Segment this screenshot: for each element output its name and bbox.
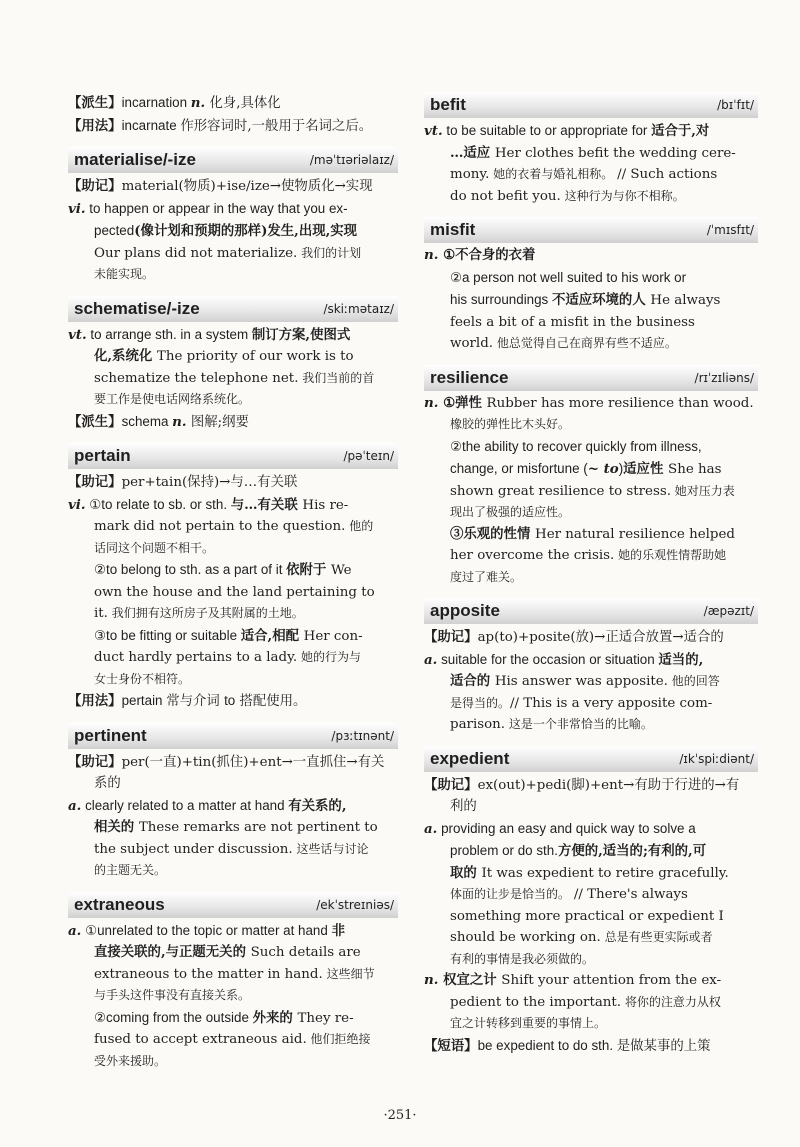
text-line <box>424 414 758 436</box>
text-segment: material(物质)+ise/ize→使物质化→实现 <box>121 179 373 194</box>
text-segment: 相关的 <box>94 819 139 835</box>
text-line <box>68 647 398 669</box>
text-segment: 这些话与讨论 <box>292 841 369 856</box>
text-segment: incarnate <box>121 117 181 133</box>
headword: apposite <box>430 601 500 620</box>
text-segment: 他的回答 <box>667 674 720 688</box>
text-line <box>424 481 758 503</box>
text-line <box>68 942 398 964</box>
entry-header <box>424 746 758 772</box>
text-line <box>424 289 758 312</box>
text-segment: 【助记】 <box>424 629 478 644</box>
text-segment: 搭配使用。 <box>235 694 307 709</box>
text-segment: 她的行为与 <box>297 650 361 664</box>
text-line <box>68 220 398 243</box>
text-line <box>68 368 398 390</box>
text-segment: 适应性 <box>623 461 669 477</box>
text-segment: to <box>224 693 236 708</box>
text-line <box>424 267 758 290</box>
text-segment: ap(to)+posite(放)→正适合放置→适合的 <box>477 630 724 645</box>
headword: schematise/-ize <box>74 298 200 318</box>
text-segment: her overcome the crisis. <box>450 548 615 563</box>
text-segment: 适合,相配 <box>240 627 304 644</box>
text-segment: 【助记】 <box>424 776 478 792</box>
text-line <box>424 393 758 415</box>
text-segment: They re- <box>297 1010 354 1026</box>
text-line <box>68 494 398 517</box>
text-segment: ) <box>618 461 624 476</box>
text-line <box>68 264 398 286</box>
text-segment: his surroundings <box>450 292 552 307</box>
text-segment: 常与介词 <box>166 694 225 709</box>
text-line <box>424 626 758 649</box>
text-segment: ①unrelated to the topic or matter at hand <box>81 922 332 938</box>
text-line <box>68 603 398 625</box>
text-segment: the subject under discussion. <box>94 841 293 857</box>
text-segment: per+tain(保持)→与…有关联 <box>121 475 298 490</box>
text-segment: // Such actions <box>617 167 718 182</box>
pronunciation: /pɜːtɪnənt/ <box>331 728 394 743</box>
text-segment: ①to relate to sb. or sth. <box>85 496 231 512</box>
text-segment: own the house and the land pertaining to <box>94 584 375 600</box>
text-line <box>68 964 398 986</box>
text-line <box>424 906 758 928</box>
text-segment: incarnation <box>121 95 191 110</box>
text-segment: Such details are <box>250 945 361 960</box>
text-line <box>68 1029 398 1051</box>
text-line <box>424 436 758 459</box>
right-column <box>424 92 758 1057</box>
text-segment: 这种行为与你不相称。 <box>560 188 685 203</box>
text-segment: 【助记】 <box>68 753 122 769</box>
entry-header <box>68 892 398 918</box>
text-segment: parison. <box>450 717 506 732</box>
entry-header <box>424 365 758 391</box>
text-line <box>68 516 398 538</box>
text-segment: Her con- <box>303 628 363 644</box>
pronunciation: /məˈtɪəriəlaɪz/ <box>309 153 394 167</box>
text-segment: 【派生】 <box>68 95 122 110</box>
text-line <box>424 1035 758 1058</box>
text-line <box>68 795 398 818</box>
text-line <box>68 582 398 604</box>
text-line <box>424 927 758 949</box>
text-line <box>424 1013 758 1035</box>
text-segment: pected <box>94 223 135 238</box>
text-segment: 有关系的, <box>288 797 347 814</box>
text-line <box>68 538 398 560</box>
text-line <box>424 949 758 971</box>
text-line <box>68 690 398 713</box>
text-segment: 适合的 <box>450 673 495 689</box>
text-segment: 度过了难关。 <box>450 569 523 584</box>
text-line <box>68 1051 398 1073</box>
text-line <box>424 186 758 208</box>
text-line <box>68 1007 398 1030</box>
pronunciation: /ˈmɪsfɪt/ <box>706 223 754 237</box>
text-line <box>68 559 398 582</box>
text-segment: schema <box>121 413 173 429</box>
text-segment: duct hardly pertains to a lady. <box>94 650 298 665</box>
left-column <box>68 92 398 1072</box>
text-line <box>68 389 398 411</box>
text-segment: 【用法】 <box>68 693 122 708</box>
text-segment: 适合于,对 <box>651 123 710 139</box>
text-line <box>424 970 758 992</box>
headword: pertinent <box>74 725 147 745</box>
text-segment: mony. <box>450 167 490 182</box>
text-segment: Her natural resilience helped <box>535 526 735 542</box>
pronunciation: /ekˈstreɪniəs/ <box>316 897 394 912</box>
text-segment: Her clothes befit the wedding cere- <box>494 145 736 161</box>
headword: resilience <box>430 367 509 387</box>
text-line <box>424 992 758 1014</box>
headword: befit <box>430 95 466 114</box>
text-segment: problem or do sth. <box>450 843 558 858</box>
text-segment: per(一直)+tin(抓住)+ent→一直抓住→有关 <box>121 754 385 770</box>
text-segment: 方便的,适当的;有利的,可 <box>557 843 707 859</box>
text-segment: We <box>331 563 352 578</box>
text-line <box>68 175 398 198</box>
text-segment: to arrange sth. in a system <box>86 326 252 342</box>
text-segment: n. <box>424 247 439 263</box>
headword: extraneous <box>74 894 165 914</box>
text-segment: a. <box>68 922 82 939</box>
text-segment: His re- <box>302 497 349 513</box>
text-line <box>424 818 758 841</box>
text-segment: Our plans did not materialize. <box>94 245 298 261</box>
headword: pertain <box>74 446 131 465</box>
text-line <box>424 649 758 672</box>
text-segment: ②to belong to sth. as a part of it <box>94 562 287 577</box>
text-segment: pertain <box>121 693 167 708</box>
text-segment: ③to be fitting or suitable <box>94 627 241 643</box>
text-segment: 与手头这件事没有直接关系。 <box>94 988 251 1002</box>
text-segment: suitable for the occasion or situation <box>437 651 659 667</box>
text-line <box>68 985 398 1007</box>
pronunciation: /pəˈteɪn/ <box>343 449 394 463</box>
text-segment: 的主题无关。 <box>94 863 167 877</box>
text-line <box>424 502 758 524</box>
text-line <box>424 567 758 589</box>
text-segment: Shift your attention from the ex- <box>501 973 722 988</box>
text-segment: ~ to <box>587 461 619 477</box>
text-segment: 他们拒绝接 <box>306 1032 371 1046</box>
text-segment: should be working on. <box>450 930 601 945</box>
text-segment: 作形容词时,一般用于名词之后。 <box>180 118 373 134</box>
text-line <box>68 115 398 138</box>
text-segment: 制订方案,使图式 <box>251 326 351 343</box>
text-line <box>68 198 398 221</box>
text-line <box>68 860 398 882</box>
text-segment: 这些细节 <box>322 966 375 981</box>
text-segment: 适当的, <box>658 651 704 668</box>
pronunciation: /bɪˈfɪt/ <box>717 98 754 112</box>
text-segment: 系的 <box>94 776 121 791</box>
text-line <box>424 164 758 186</box>
text-segment: shown great resilience to stress. <box>450 483 671 499</box>
text-segment: 【派生】 <box>68 413 122 429</box>
text-segment: pedient to the important. <box>450 994 622 1010</box>
text-segment: // There's always <box>573 887 688 902</box>
pronunciation: /rɪˈzɪliəns/ <box>694 370 754 385</box>
text-segment: ②coming from the outside <box>94 1009 253 1025</box>
text-segment: 她的衣着与婚礼相称。 <box>489 167 618 181</box>
text-line <box>68 471 398 494</box>
text-segment: 我们的计划 <box>297 245 362 260</box>
text-segment: 橡胶的弹性比木头好。 <box>450 417 571 431</box>
text-segment: 依附于 <box>286 562 331 578</box>
text-segment: change, or misfortune ( <box>450 461 588 476</box>
text-segment: 【用法】 <box>68 117 122 133</box>
entry-header <box>68 296 398 322</box>
text-line <box>68 411 398 434</box>
text-segment: It was expedient to retire gracefully. <box>481 865 729 881</box>
text-line <box>68 839 398 861</box>
text-segment: vt. <box>68 326 87 343</box>
text-segment: The priority of our work is to <box>156 349 354 364</box>
text-segment: 这是一个非常恰当的比喻。 <box>505 717 653 731</box>
text-segment: schematize the telephone net. <box>94 370 299 386</box>
text-segment: ③乐观的性情 <box>450 525 536 542</box>
text-segment: 取的 <box>450 864 482 881</box>
entry-header <box>68 443 398 469</box>
text-segment: vt. <box>424 123 443 139</box>
entry-header <box>424 92 758 118</box>
text-segment: n. <box>424 972 439 988</box>
text-segment: 她对压力表 <box>670 483 735 498</box>
text-segment: 【助记】 <box>68 474 122 489</box>
text-segment: 他总觉得自己在商界有些不适应。 <box>493 336 677 350</box>
text-line <box>424 524 758 546</box>
text-line <box>424 458 758 481</box>
text-line <box>424 143 758 165</box>
text-line <box>68 751 398 774</box>
text-segment: He always <box>650 293 721 308</box>
text-segment: vi. <box>68 496 86 513</box>
text-line <box>68 669 398 691</box>
text-segment: 权宜之计 <box>438 972 502 988</box>
text-segment: 将你的注意力从权 <box>621 994 721 1009</box>
text-line <box>424 245 758 267</box>
text-line <box>68 346 398 368</box>
text-line <box>424 120 758 143</box>
text-segment: 直接关联的,与正题无关的 <box>94 944 251 960</box>
headword: misfit <box>430 220 476 239</box>
text-segment: 受外来援助。 <box>94 1053 167 1068</box>
text-segment: 有利的事情是我必须做的。 <box>450 951 595 966</box>
text-line <box>68 625 398 648</box>
text-segment: a. <box>424 820 438 837</box>
text-segment: 要工作是使电话网络系统化。 <box>94 392 251 406</box>
entry-header <box>68 723 398 749</box>
text-segment: mark did not pertain to the question. <box>94 519 346 534</box>
text-segment: ①不合身的衣着 <box>438 247 536 263</box>
text-segment: something more practical or expedient I <box>450 908 724 924</box>
text-line <box>68 92 398 115</box>
text-segment: 图解;纲要 <box>186 414 249 430</box>
text-segment: 非 <box>331 922 345 939</box>
entry-header <box>68 147 398 173</box>
text-segment: 现出了极强的适应性。 <box>450 505 571 519</box>
text-segment: extraneous to the matter in hand. <box>94 966 323 982</box>
text-segment: (像计划和预期的那样)发生,出现,实现 <box>134 223 358 239</box>
text-segment: fused to accept extraneous aid. <box>94 1032 307 1047</box>
pronunciation: /skiːmətaɪz/ <box>323 301 394 316</box>
text-segment: 女士身份不相符。 <box>94 671 191 686</box>
entry-header <box>424 598 758 624</box>
text-segment: ①弹性 <box>438 394 487 411</box>
text-line <box>424 545 758 567</box>
text-segment: 我们拥有这所房子及其附属的土地。 <box>107 606 304 620</box>
text-segment: 外来的 <box>252 1009 298 1026</box>
text-segment: His answer was apposite. <box>494 674 668 689</box>
text-segment: 【短语】 <box>424 1037 478 1053</box>
text-segment: 是得当的。 <box>450 695 511 710</box>
text-segment: n. <box>190 95 206 111</box>
text-segment: // This is a very apposite com- <box>510 695 713 711</box>
text-segment: clearly related to a matter at hand <box>81 797 289 813</box>
text-line <box>424 671 758 693</box>
text-line <box>424 796 758 818</box>
text-segment: it. <box>94 606 108 621</box>
text-line <box>424 884 758 906</box>
text-segment: n. <box>172 413 187 430</box>
text-segment: 不适应环境的人 <box>551 292 651 308</box>
text-segment: n. <box>424 394 439 411</box>
text-line <box>68 773 398 795</box>
text-line <box>68 324 398 347</box>
text-segment: a. <box>68 797 82 814</box>
headword: materialise/-ize <box>74 150 196 169</box>
text-segment: to be suitable to or appropriate for <box>442 123 652 138</box>
text-line <box>68 243 398 265</box>
text-segment: providing an easy and quick way to solve a <box>437 820 696 836</box>
text-line <box>424 312 758 334</box>
text-segment: 他的 <box>345 519 374 533</box>
text-segment: 是做某事的上策 <box>616 1038 711 1054</box>
text-segment: ②a person not well suited to his work or <box>450 269 687 285</box>
text-segment: be expedient to do sth. <box>477 1037 617 1053</box>
text-segment: These remarks are not pertinent to <box>138 820 378 835</box>
text-segment: ②the ability to recover quickly from illness, <box>450 438 702 454</box>
text-segment: do not befit you. <box>450 188 561 204</box>
pronunciation: /æpəzɪt/ <box>703 604 754 618</box>
pronunciation: /ɪkˈspiːdiənt/ <box>679 751 754 766</box>
text-segment: 总是有些更实际或者 <box>600 930 713 944</box>
text-segment: a. <box>424 651 438 668</box>
text-segment: ex(out)+pedi(脚)+ent→有助于行进的→有 <box>477 777 740 793</box>
text-segment: world. <box>450 336 494 351</box>
text-segment: 化,系统化 <box>94 348 157 364</box>
text-segment: feels a bit of a misfit in the business <box>450 314 695 330</box>
text-segment: to happen or appear in the way that you ex- <box>85 200 348 216</box>
text-segment: vi. <box>68 200 86 217</box>
text-segment: 利的 <box>450 799 477 814</box>
text-line <box>424 714 758 736</box>
text-line <box>68 920 398 943</box>
text-line <box>68 817 398 839</box>
text-segment: 与…有关联 <box>230 496 303 513</box>
text-segment: Rubber has more resilience than wood. <box>486 395 754 411</box>
headword: expedient <box>430 748 510 768</box>
text-segment: …适应 <box>450 144 495 161</box>
text-segment: 体面的让步是恰当的。 <box>450 887 574 901</box>
text-segment: 话同这个问题不相干。 <box>94 540 215 555</box>
text-line <box>424 774 758 797</box>
text-segment: 宜之计转移到重要的事情上。 <box>450 1016 607 1030</box>
text-segment: 我们当前的首 <box>298 370 375 385</box>
text-line <box>424 333 758 355</box>
text-segment: 【助记】 <box>68 178 122 193</box>
text-line <box>424 840 758 863</box>
entry-header <box>424 217 758 243</box>
text-segment: 化身,具体化 <box>205 96 281 111</box>
text-segment: She has <box>668 462 722 477</box>
text-line <box>424 693 758 715</box>
page-number: ·251· <box>383 1108 417 1123</box>
text-segment: 她的乐观性情帮助她 <box>614 548 727 562</box>
text-line <box>424 863 758 885</box>
text-segment: 未能实现。 <box>94 267 155 281</box>
